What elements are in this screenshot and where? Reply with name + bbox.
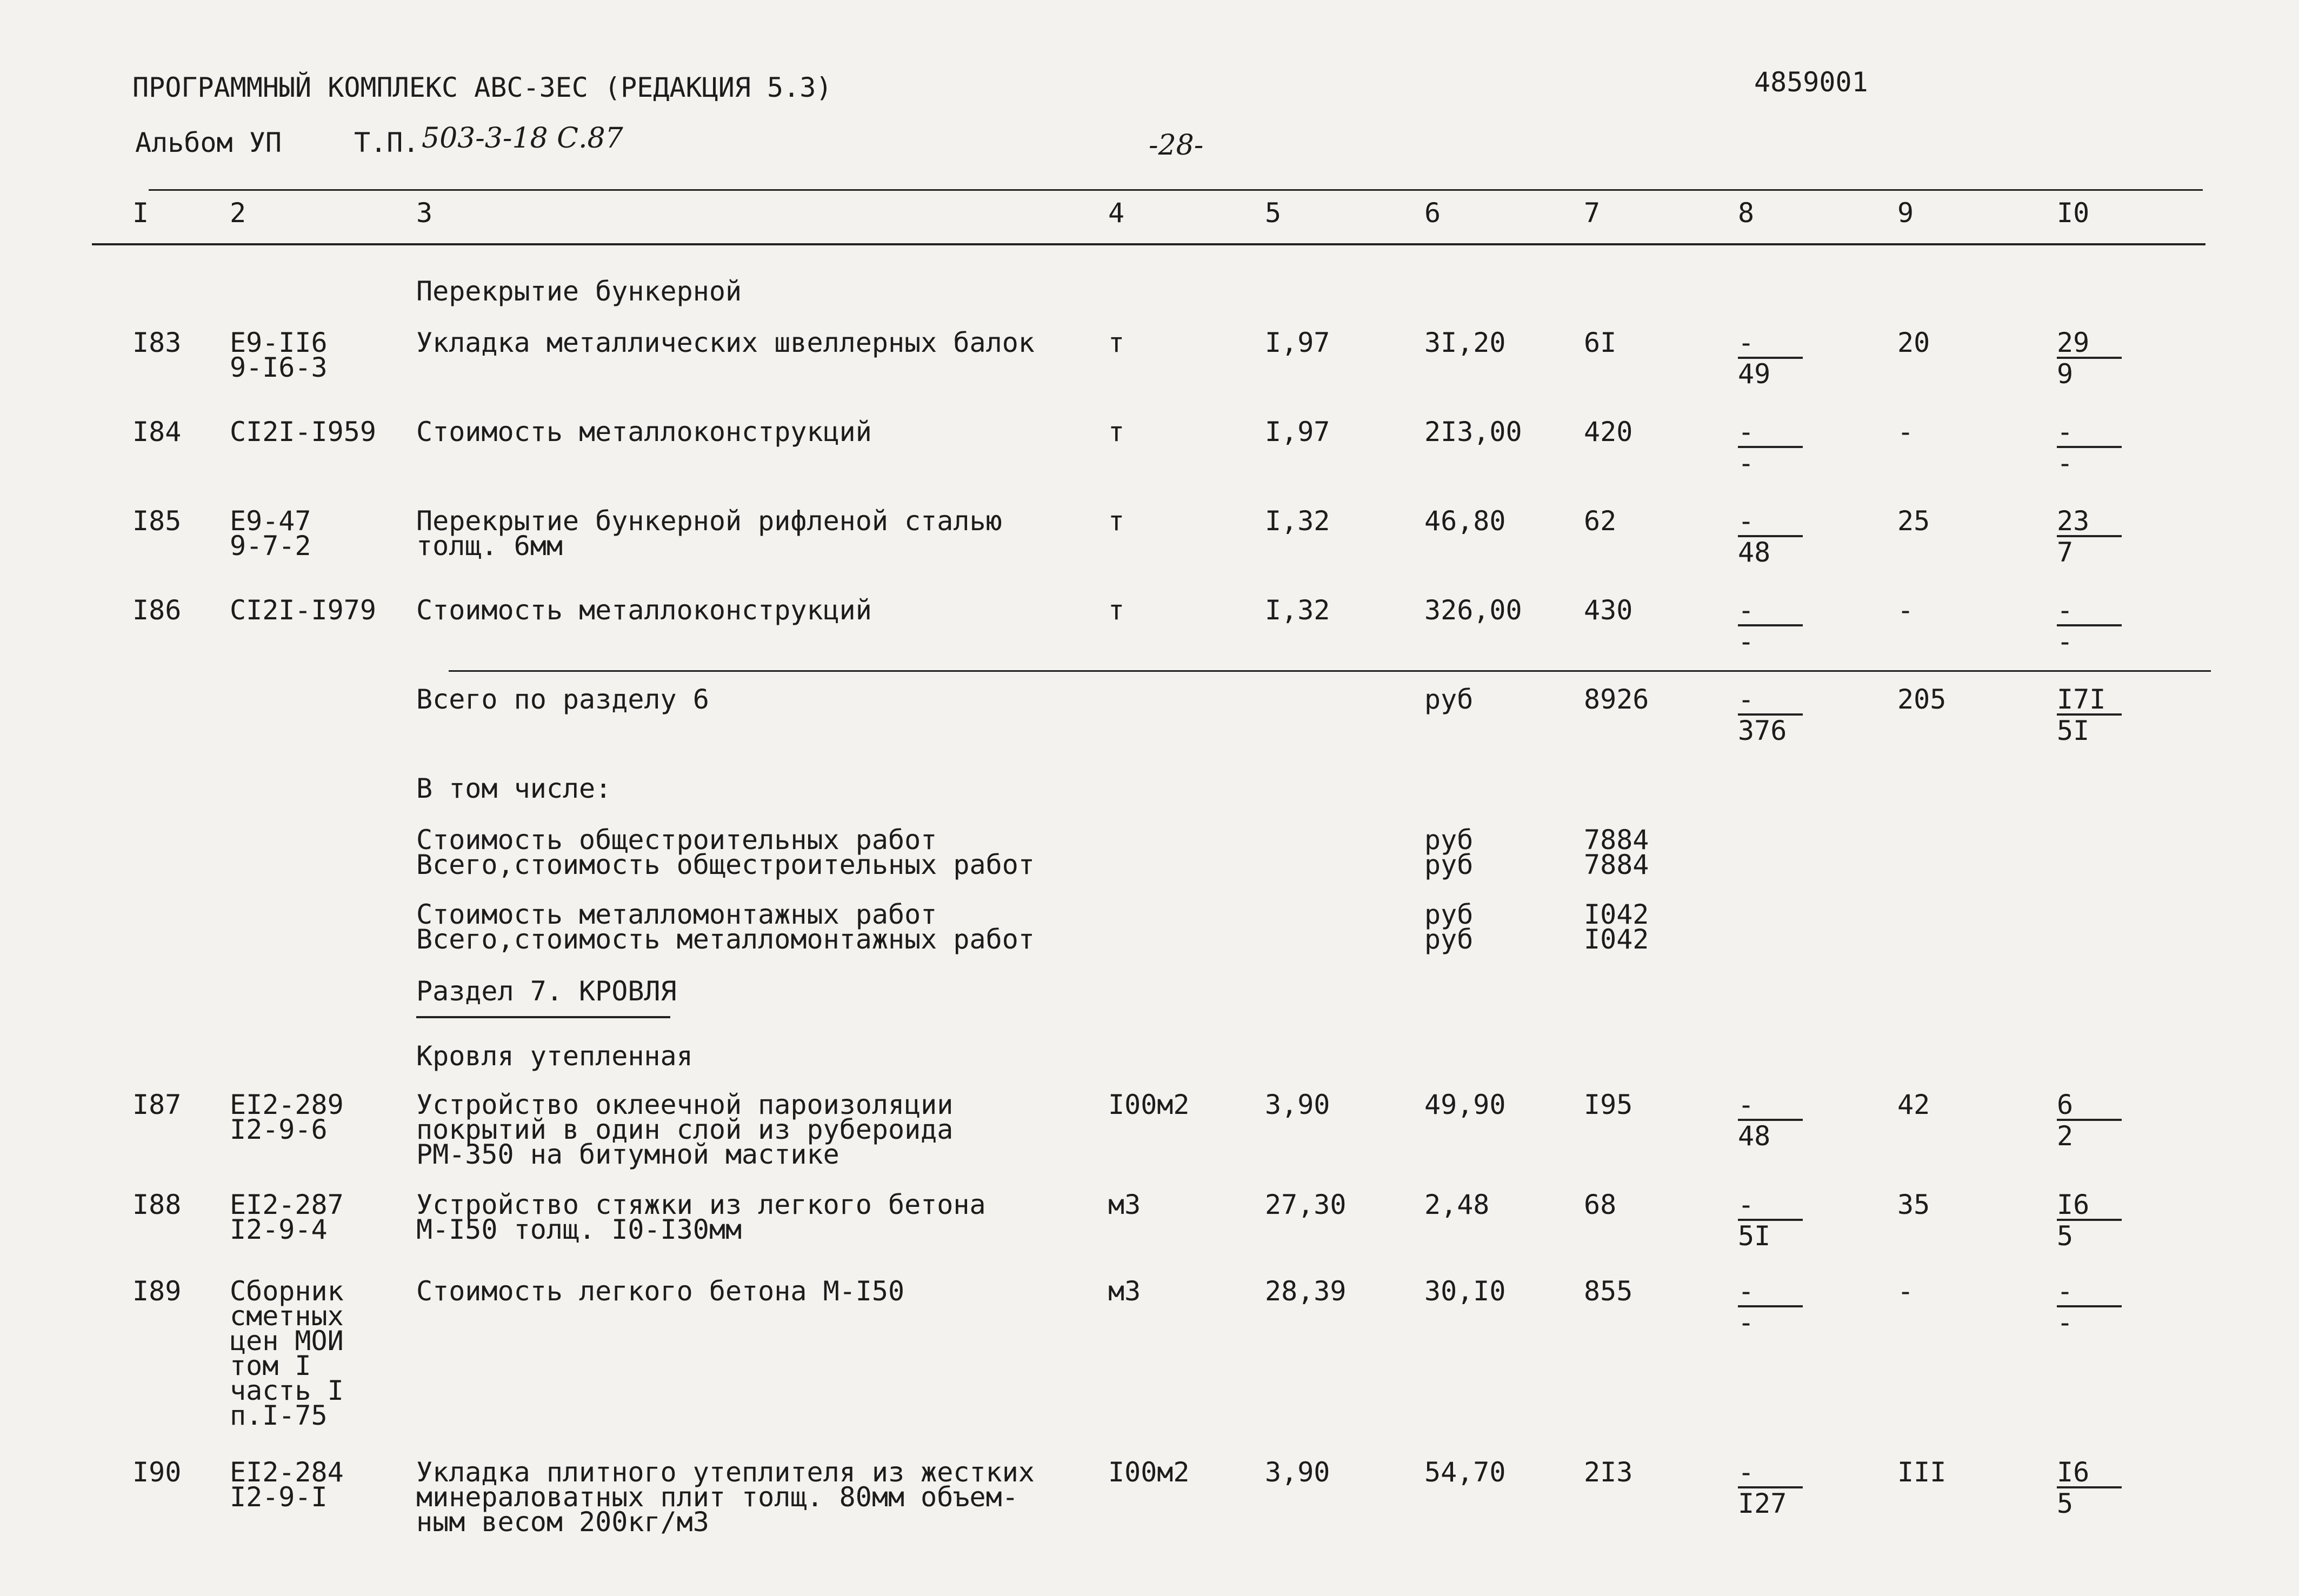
page-mark: -28- bbox=[1149, 129, 1204, 162]
row-unit: I00м2 bbox=[1108, 1457, 1190, 1488]
column-header-3: 3 bbox=[416, 197, 433, 229]
row-unit: м3 bbox=[1108, 1189, 1141, 1220]
row-unit-price: 54,70 bbox=[1424, 1457, 1506, 1488]
row-total: 68 bbox=[1584, 1189, 1617, 1220]
row-col8-numerator: - bbox=[1738, 1192, 1803, 1221]
row-col10 bbox=[2057, 327, 2122, 390]
row-col9: - bbox=[1897, 1276, 1914, 1307]
row-col10 bbox=[2057, 1459, 2122, 1517]
row-number: I89 bbox=[132, 1276, 182, 1307]
row-code: I2-9-4 bbox=[230, 1214, 328, 1245]
row-unit: т bbox=[1108, 595, 1125, 626]
row-col8-denominator: - bbox=[1738, 1307, 1755, 1338]
row-code: ЕI2-287 bbox=[230, 1189, 344, 1220]
row-col10 bbox=[2057, 1276, 2122, 1338]
section-total-unit: руб bbox=[1424, 684, 1474, 715]
row-col10-denominator: 7 bbox=[2057, 537, 2074, 568]
section-total-value: 8926 bbox=[1584, 684, 1649, 715]
row-col8-numerator: - bbox=[1738, 330, 1803, 359]
row-col10-denominator: - bbox=[2057, 448, 2074, 479]
row-unit-price: 3I,20 bbox=[1424, 327, 1506, 358]
row-description: Устройство оклеечной пароизоляции bbox=[416, 1089, 954, 1120]
including-unit: руб bbox=[1424, 899, 1474, 930]
row-col8 bbox=[1738, 1276, 1803, 1338]
row-col8-numerator: - bbox=[1738, 508, 1803, 537]
tp-label: Т.П. bbox=[354, 127, 419, 158]
section-total-col8-denominator: 376 bbox=[1738, 715, 1787, 746]
row-col10 bbox=[2057, 597, 2122, 655]
row-code: 9-7-2 bbox=[230, 530, 311, 562]
row-unit-price: 2I3,00 bbox=[1424, 416, 1522, 448]
row-code: часть I bbox=[230, 1375, 344, 1406]
column-header-9: 9 bbox=[1897, 197, 1914, 229]
including-label: В том числе: bbox=[416, 773, 612, 804]
section-separator bbox=[449, 670, 2211, 672]
tp-value: 503-3-18 С.87 bbox=[422, 122, 623, 155]
row-quantity: I,97 bbox=[1265, 416, 1330, 448]
row-col9: III bbox=[1897, 1457, 1947, 1488]
section-total-col8 bbox=[1738, 686, 1803, 744]
row-col10-numerator: 6 bbox=[2057, 1092, 2122, 1121]
row-number: I90 bbox=[132, 1457, 182, 1488]
row-code: СI2I-I959 bbox=[230, 416, 376, 448]
row-unit: т bbox=[1108, 416, 1125, 448]
row-col10 bbox=[2057, 1089, 2122, 1152]
including-label-line: Стоимость металломонтажных работ bbox=[416, 899, 937, 930]
column-header-7: 7 bbox=[1584, 197, 1601, 229]
including-value: I042 bbox=[1584, 899, 1649, 930]
row-description: ным весом 200кг/м3 bbox=[416, 1506, 709, 1538]
row-description: РМ-350 на битумной мастике bbox=[416, 1139, 839, 1170]
row-col8-numerator: - bbox=[1738, 1092, 1803, 1121]
row-col10-denominator: - bbox=[2057, 626, 2074, 657]
row-total: 2I3 bbox=[1584, 1457, 1633, 1488]
row-number: I88 bbox=[132, 1189, 182, 1220]
row-code: том I bbox=[230, 1350, 311, 1381]
row-col8-denominator: I27 bbox=[1738, 1488, 1787, 1519]
row-quantity: 28,39 bbox=[1265, 1276, 1347, 1307]
section-total-col9: 205 bbox=[1897, 684, 1947, 715]
row-col8-numerator: - bbox=[1738, 419, 1803, 448]
section-total-col10-numerator: I7I bbox=[2057, 686, 2122, 716]
section-total-label: Всего по разделу 6 bbox=[416, 684, 709, 715]
album-label: Альбом УП bbox=[135, 127, 282, 158]
row-total: 6I bbox=[1584, 327, 1617, 358]
row-total: 420 bbox=[1584, 416, 1633, 448]
row-number: I85 bbox=[132, 505, 182, 537]
including-unit: руб bbox=[1424, 824, 1474, 856]
row-code: Е9-47 bbox=[230, 505, 311, 537]
row-unit: м3 bbox=[1108, 1276, 1141, 1307]
row-code: 9-I6-3 bbox=[230, 352, 328, 383]
row-number: I87 bbox=[132, 1089, 182, 1120]
including-label-line: Всего,стоимость металломонтажных работ bbox=[416, 924, 1035, 955]
row-description: покрытий в один слой из рубероида bbox=[416, 1114, 954, 1145]
row-description: Стоимость металлоконструкций bbox=[416, 416, 872, 448]
column-header-6: 6 bbox=[1424, 197, 1441, 229]
row-unit-price: 46,80 bbox=[1424, 505, 1506, 537]
row-col10 bbox=[2057, 1189, 2122, 1252]
row-col10-denominator: 2 bbox=[2057, 1120, 2074, 1152]
row-code: ЕI2-284 bbox=[230, 1457, 344, 1488]
section-heading: Кровля утепленная bbox=[416, 1040, 693, 1072]
row-code: I2-9-I bbox=[230, 1481, 328, 1513]
row-description: толщ. 6мм bbox=[416, 530, 563, 562]
row-number: I83 bbox=[132, 327, 182, 358]
section-heading: Перекрытие бункерной bbox=[416, 276, 742, 307]
row-col10-numerator: - bbox=[2057, 597, 2122, 626]
row-col8-denominator: 5I bbox=[1738, 1220, 1771, 1252]
row-unit-price: 326,00 bbox=[1424, 595, 1522, 626]
row-col10-denominator: - bbox=[2057, 1307, 2074, 1338]
row-col8 bbox=[1738, 327, 1803, 390]
column-header-8: 8 bbox=[1738, 197, 1755, 229]
including-unit: руб bbox=[1424, 849, 1474, 880]
section-total-col10 bbox=[2057, 686, 2122, 744]
row-total: 430 bbox=[1584, 595, 1633, 626]
row-col8-numerator: - bbox=[1738, 597, 1803, 626]
document-number: 4859001 bbox=[1754, 66, 1868, 98]
row-code: Сборник bbox=[230, 1276, 344, 1307]
row-col9: 42 bbox=[1897, 1089, 1930, 1120]
column-header-2: 2 bbox=[230, 197, 246, 229]
row-description: М-I50 толщ. I0-I30мм bbox=[416, 1214, 742, 1245]
row-col10-numerator: - bbox=[2057, 419, 2122, 448]
column-header-5: 5 bbox=[1265, 197, 1282, 229]
row-code: Е9-II6 bbox=[230, 327, 328, 358]
row-col8-denominator: 48 bbox=[1738, 1120, 1771, 1152]
row-quantity: 27,30 bbox=[1265, 1189, 1347, 1220]
section-7-title-underline bbox=[416, 1016, 670, 1018]
row-code: сметных bbox=[230, 1300, 344, 1332]
including-label-line: Стоимость общестроительных работ bbox=[416, 824, 937, 856]
including-unit: руб bbox=[1424, 924, 1474, 955]
including-value: 7884 bbox=[1584, 824, 1649, 856]
row-col10-numerator: I6 bbox=[2057, 1192, 2122, 1221]
section-7-title: Раздел 7. КРОВЛЯ bbox=[416, 976, 677, 1007]
row-col8-numerator: - bbox=[1738, 1278, 1803, 1307]
row-col10-denominator: 5 bbox=[2057, 1220, 2074, 1252]
row-col9: 35 bbox=[1897, 1189, 1930, 1220]
row-code: п.I-75 bbox=[230, 1400, 328, 1431]
column-header-10: I0 bbox=[2057, 197, 2090, 229]
row-quantity: I,97 bbox=[1265, 327, 1330, 358]
row-col10-numerator: 29 bbox=[2057, 330, 2122, 359]
row-unit: т bbox=[1108, 327, 1125, 358]
row-col9: - bbox=[1897, 416, 1914, 448]
row-quantity: I,32 bbox=[1265, 595, 1330, 626]
including-value: I042 bbox=[1584, 924, 1649, 955]
row-quantity: 3,90 bbox=[1265, 1089, 1330, 1120]
row-quantity: I,32 bbox=[1265, 505, 1330, 537]
row-col8 bbox=[1738, 597, 1803, 655]
row-col10 bbox=[2057, 505, 2122, 568]
row-total: 62 bbox=[1584, 505, 1617, 537]
row-col10-denominator: 9 bbox=[2057, 358, 2074, 390]
row-col10-numerator: 23 bbox=[2057, 508, 2122, 537]
row-description: минераловатных плит толщ. 80мм объем- bbox=[416, 1481, 1018, 1513]
row-unit-price: 49,90 bbox=[1424, 1089, 1506, 1120]
row-description: Укладка металлических швеллерных балок bbox=[416, 327, 1035, 358]
row-col8-denominator: - bbox=[1738, 448, 1755, 479]
column-header-4: 4 bbox=[1108, 197, 1125, 229]
row-description: Стоимость металлоконструкций bbox=[416, 595, 872, 626]
row-col10 bbox=[2057, 416, 2122, 479]
row-col9: 20 bbox=[1897, 327, 1930, 358]
row-col8-denominator: 49 bbox=[1738, 358, 1771, 390]
row-col8 bbox=[1738, 1189, 1803, 1252]
section-total-col8-numerator: - bbox=[1738, 686, 1803, 716]
row-description: Устройство стяжки из легкого бетона bbox=[416, 1189, 986, 1220]
row-quantity: 3,90 bbox=[1265, 1457, 1330, 1488]
program-title: ПРОГРАММНЫЙ КОМПЛЕКС АВС-ЗЕС (РЕДАКЦИЯ 5.3) bbox=[132, 72, 832, 103]
row-number: I86 bbox=[132, 595, 182, 626]
row-col8 bbox=[1738, 1459, 1803, 1517]
row-code: ЕI2-289 bbox=[230, 1089, 344, 1120]
including-label-line: Всего,стоимость общестроительных работ bbox=[416, 849, 1035, 880]
row-unit: I00м2 bbox=[1108, 1089, 1190, 1120]
row-col10-numerator: I6 bbox=[2057, 1459, 2122, 1488]
row-code: СI2I-I979 bbox=[230, 595, 376, 626]
row-unit: т bbox=[1108, 505, 1125, 537]
row-col9: - bbox=[1897, 595, 1914, 626]
header-rule-top bbox=[149, 189, 2203, 191]
column-header-1: I bbox=[132, 197, 149, 229]
row-col8 bbox=[1738, 505, 1803, 568]
row-col8 bbox=[1738, 416, 1803, 479]
row-description: Укладка плитного утеплителя из жестких bbox=[416, 1457, 1035, 1488]
row-col8 bbox=[1738, 1089, 1803, 1152]
row-code: I2-9-6 bbox=[230, 1114, 328, 1145]
section-total-col10-denominator: 5I bbox=[2057, 715, 2090, 746]
row-total: 855 bbox=[1584, 1276, 1633, 1307]
row-number: I84 bbox=[132, 416, 182, 448]
row-code: цен МОИ bbox=[230, 1325, 344, 1357]
including-value: 7884 bbox=[1584, 849, 1649, 880]
row-description: Стоимость легкого бетона М-I50 bbox=[416, 1276, 905, 1307]
row-unit-price: 2,48 bbox=[1424, 1189, 1490, 1220]
row-description: Перекрытие бункерной рифленой сталью bbox=[416, 505, 1002, 537]
row-col8-numerator: - bbox=[1738, 1459, 1803, 1488]
row-col10-numerator: - bbox=[2057, 1278, 2122, 1307]
header-rule-bottom bbox=[92, 243, 2205, 245]
row-total: I95 bbox=[1584, 1089, 1633, 1120]
row-col9: 25 bbox=[1897, 505, 1930, 537]
row-col10-denominator: 5 bbox=[2057, 1488, 2074, 1519]
row-col8-denominator: - bbox=[1738, 626, 1755, 657]
row-unit-price: 30,I0 bbox=[1424, 1276, 1506, 1307]
row-col8-denominator: 48 bbox=[1738, 537, 1771, 568]
